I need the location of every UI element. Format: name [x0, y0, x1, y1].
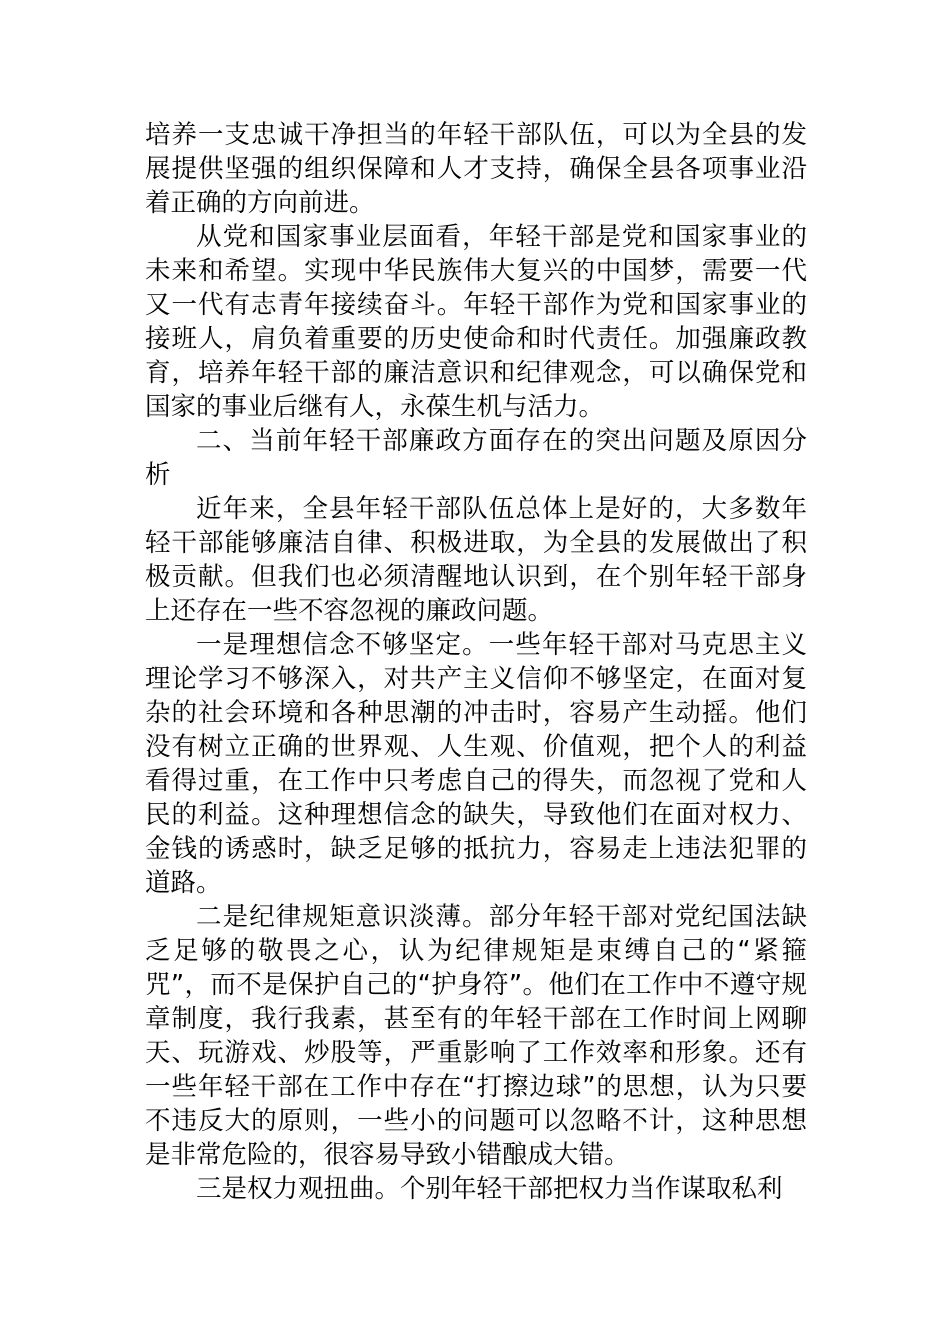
paragraph: 近年来，全县年轻干部队伍总体上是好的，大多数年轻干部能够廉洁自律、积极进取，为全县的发展做出了积极贡献。但我们也必须清醒地认识到，在个别年轻干部身上还存在一些不容忽视的廉政问题。 — [145, 494, 807, 626]
section-heading: 二、当前年轻干部廉政方面存在的突出问题及原因分析 — [145, 426, 807, 490]
paragraph: 一是理想信念不够坚定。一些年轻干部对马克思主义理论学习不够深入，对共产主义信仰不够坚定，在面对复杂的社会环境和各种思潮的冲击时，容易产生动摇。他们没有树立正确的世界观、人生观、价值观，把个人的利益看得过重，在工作中只考虑自己的得失，而忽视了党和人民的利益。这种理想信念的缺失，导致他们在面对权力、金钱的诱惑时，缺乏足够的抵抗力，容易走上违法犯罪的道路。 — [145, 630, 807, 898]
paragraph: 二是纪律规矩意识淡薄。部分年轻干部对党纪国法缺乏足够的敬畏之心，认为纪律规矩是束缚自己的“紧箍咒”，而不是保护自己的“护身符”。他们在工作中不遵守规章制度，我行我素，甚至有的年轻干部在工作时间上网聊天、玩游戏、炒股等，严重影响了工作效率和形象。还有一些年轻干部在工作中存在“打擦边球”的思想，认为只要不违反大的原则，一些小的问题可以忽略不计，这种思想是非常危险的，很容易导致小错酿成大错。 — [145, 902, 807, 1170]
document-body — [145, 118, 807, 1206]
paragraph: 三是权力观扭曲。个别年轻干部把权力当作谋取私利 — [196, 1174, 783, 1204]
paragraph: 从党和国家事业层面看，年轻干部是党和国家事业的未来和希望。实现中华民族伟大复兴的中国梦，需要一代又一代有志青年接续奋斗。年轻干部作为党和国家事业的接班人，肩负着重要的历史使命和时代责任。加强廉政教育，培养年轻干部的廉洁意识和纪律观念，可以确保党和国家的事业后继有人，永葆生机与活力。 — [145, 222, 807, 422]
paragraph-continued: 培养一支忠诚干净担当的年轻干部队伍，可以为全县的发展提供坚强的组织保障和人才支持，确保全县各项事业沿着正确的方向前进。 — [145, 120, 807, 218]
